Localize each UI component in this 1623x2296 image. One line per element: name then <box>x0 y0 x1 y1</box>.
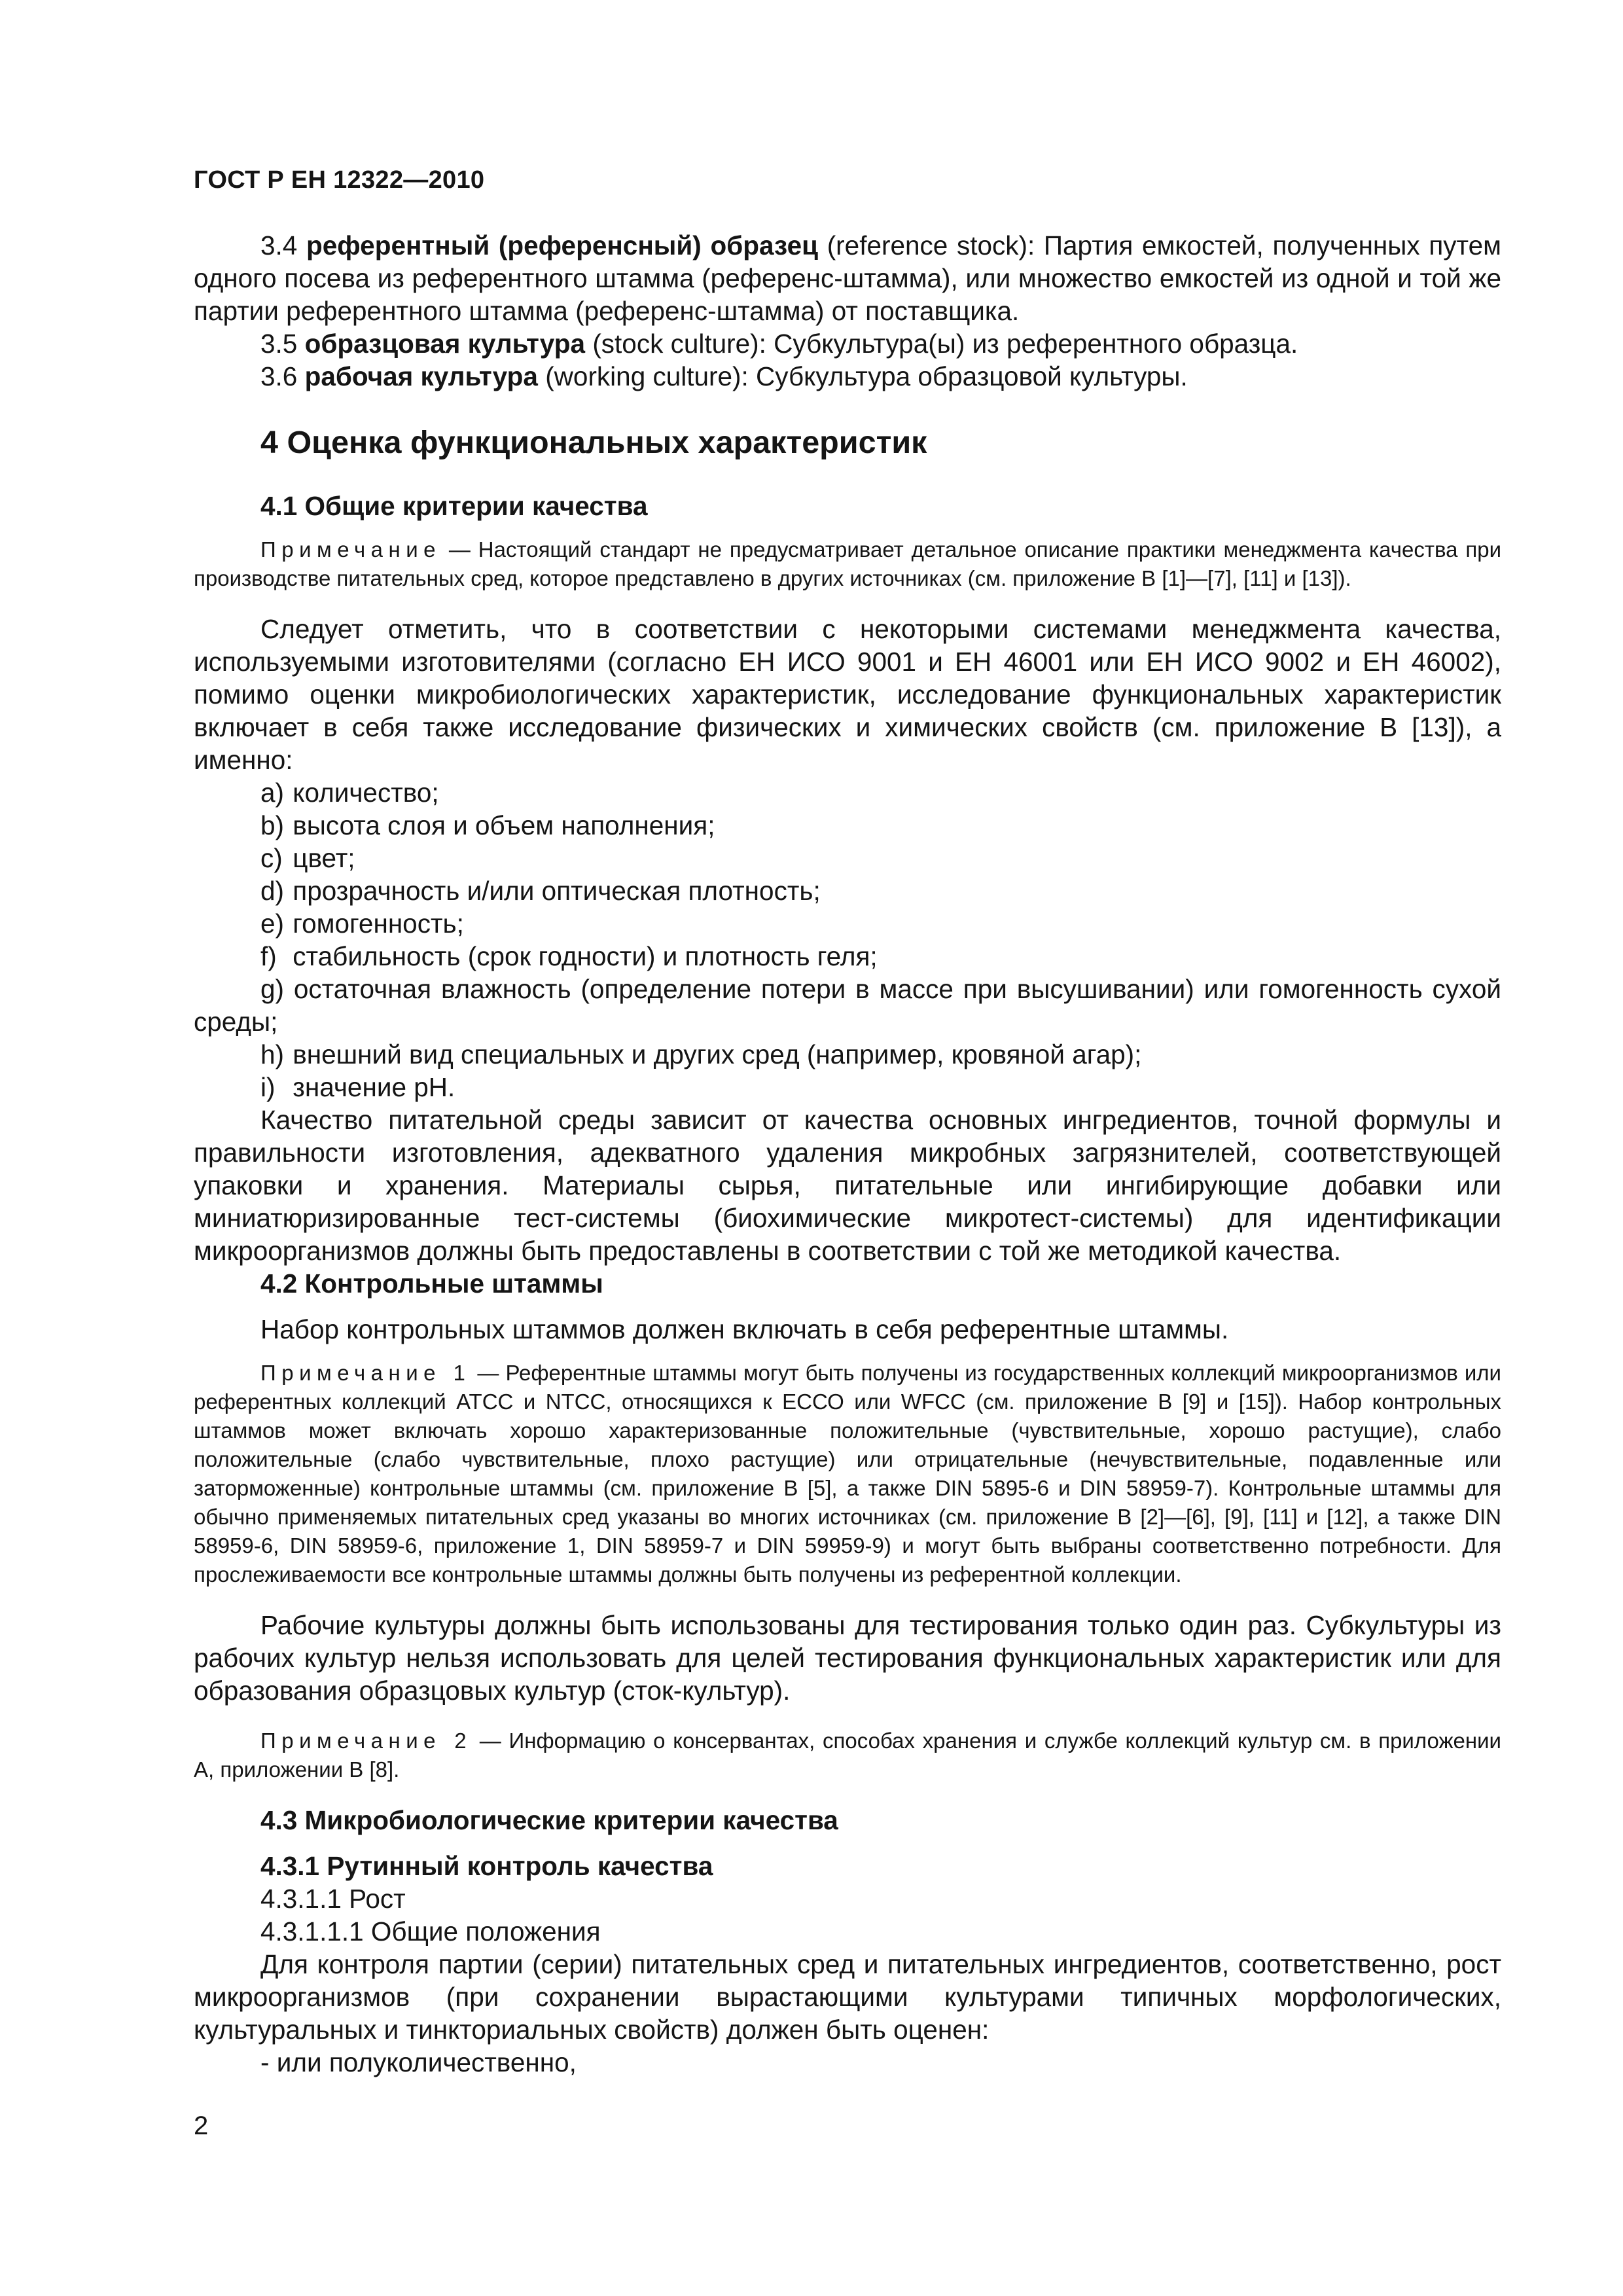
list-item-g: g) остаточная влажность (определение потери в массе при высушивании) или гомогенность сухой среды; <box>194 974 1501 1037</box>
paragraph-4-3: Для контроля партии (серии) питательных сред и питательных ингредиентов, соответственно, рост микроорганизмов (при сохранении вырастающими культурами типичных морфологических, культуральных и тинкториальных свойств) должен быть оценен: <box>194 1949 1501 2045</box>
list-item-d: d) прозрачность и/или оптическая плотность; <box>260 876 821 906</box>
section-4-1-heading: 4.1 Общие критерии качества <box>260 491 648 521</box>
section-4-2-heading: 4.2 Контрольные штаммы <box>260 1268 603 1299</box>
paragraph-4-1-2: Качество питательной среды зависит от качества основных ингредиентов, точной формулы и правильности изготовления, адекватного удаления микробных загрязнителей, соответствующей упаковки и хранения. Материалы сырья, питательные или ингибирующие добавки или миниатюризированные тест-системы (биохимические микротест-системы) для идентификации микроорганизмов должны быть предоставлены в соответствии с той же методикой качества. <box>194 1105 1501 1266</box>
section-4-heading: 4 Оценка функциональных характеристик <box>260 425 927 460</box>
page-number: 2 <box>194 2111 209 2140</box>
note-label: Примечание 1 <box>260 1361 471 1385</box>
section-4-3-heading: 4.3 Микробиологические критерии качества <box>260 1805 838 1835</box>
term: рабочая культура <box>304 361 538 391</box>
note-4-2-1: Примечание 1 — Референтные штаммы могут быть получены из государственных коллекций микроорганизмов или референтных коллекций АТСС и NTCC, относящихся к ЕССО или WFCC (см. приложение В [9] и [15]). Набор контрольных штаммов может включать хорошо характеризованные положительные (чувствительные, хорошо растущие), слабо положительные (слабо чувствительные, плохо растущие) или отрицательные (нечувствительные, подавленные или заторможенные) контрольные штаммы (см. приложение В [5], а также DIN 5895-6 и DIN 58959-7). Контрольные штаммы для обычно применяемых питательных сред указаны во многих источниках (см. приложение В [2]—[6], [9], [11] и [12], а также DIN 58959-6, DIN 58959-6, приложение 1, DIN 58959-7 и DIN 59959-9) и могут быть выбраны соответственно потребности. Для прослеживаемости все контрольные штаммы должны быть получены из референтной коллекции. <box>194 1361 1501 1587</box>
definition-3-5: 3.5 образцовая культура (stock culture): Субкультура(ы) из референтного образца. <box>260 329 1298 359</box>
term: образцовая культура <box>304 329 586 359</box>
definition-3-4: 3.4 референтный (референсный) образец (reference stock): Партия емкостей, полученных путем одного посева из референтного штамма (референс-штамма), или множество емкостей из одной и той же партии референтного штамма (референс-штамма) от поставщика. <box>194 230 1501 326</box>
list-item-f: f) стабильность (срок годности) и плотность геля; <box>260 941 878 971</box>
list-item-i: i) значение рН. <box>260 1072 455 1102</box>
note-4-2-2: Примечание 2 — Информацию о консервантах, способах хранения и службе коллекций культур см. в приложении А, приложении В [8]. <box>194 1729 1501 1782</box>
standard-header: ГОСТ Р ЕН 12322—2010 <box>194 166 485 194</box>
definition-3-6: 3.6 рабочая культура (working culture): Субкультура образцовой культуры. <box>260 361 1188 391</box>
page-content <box>194 229 1501 2079</box>
note-label: Примечание <box>260 537 442 562</box>
section-4-3-1-1-heading: 4.3.1.1 Рост <box>260 1884 406 1914</box>
note-4-1: Примечание — Настоящий стандарт не предусматривает детальное описание практики менеджмента качества при производстве питательных сред, которое представлено в других источниках (см. приложение В [1]—[7], [11] и [13]). <box>194 537 1501 590</box>
list-item-c: с) цвет; <box>260 843 355 873</box>
paragraph-4-2-1: Набор контрольных штаммов должен включать в себя референтные штаммы. <box>260 1314 1229 1344</box>
list-item-a: а) количество; <box>260 778 439 808</box>
list-item-e: е) гомогенность; <box>260 908 464 939</box>
paragraph-4-2-2: Рабочие культуры должны быть использованы для тестирования только один раз. Субкультуры из рабочих культур нельзя использовать для целей тестирования функциональных характеристик или для образования образцовых культур (сток-культур). <box>194 1610 1501 1706</box>
paragraph-4-1-1: Следует отметить, что в соответствии с некоторыми системами менеджмента качества, используемыми изготовителями (согласно ЕН ИСО 9001 и ЕН 46001 или ЕН ИСО 9002 и ЕН 46002), помимо оценки микробиологических характеристик, исследование функциональных характеристик включает в себя также исследование физических и химических свойств (см. приложение В [13]), а именно: <box>194 614 1501 775</box>
section-4-3-1-1-1-heading: 4.3.1.1.1 Общие положения <box>260 1916 601 1946</box>
section-4-3-1-heading: 4.3.1 Рутинный контроль качества <box>260 1851 713 1881</box>
term: референтный (референсный) образец <box>306 230 818 260</box>
list-item-h: h) внешний вид специальных и других сред (например, кровяной агар); <box>260 1039 1142 1069</box>
bullet-item: - или полуколичественно, <box>260 2047 577 2077</box>
list-item-b: b) высота слоя и объем наполнения; <box>260 810 715 840</box>
note-label: Примечание 2 <box>260 1729 473 1753</box>
